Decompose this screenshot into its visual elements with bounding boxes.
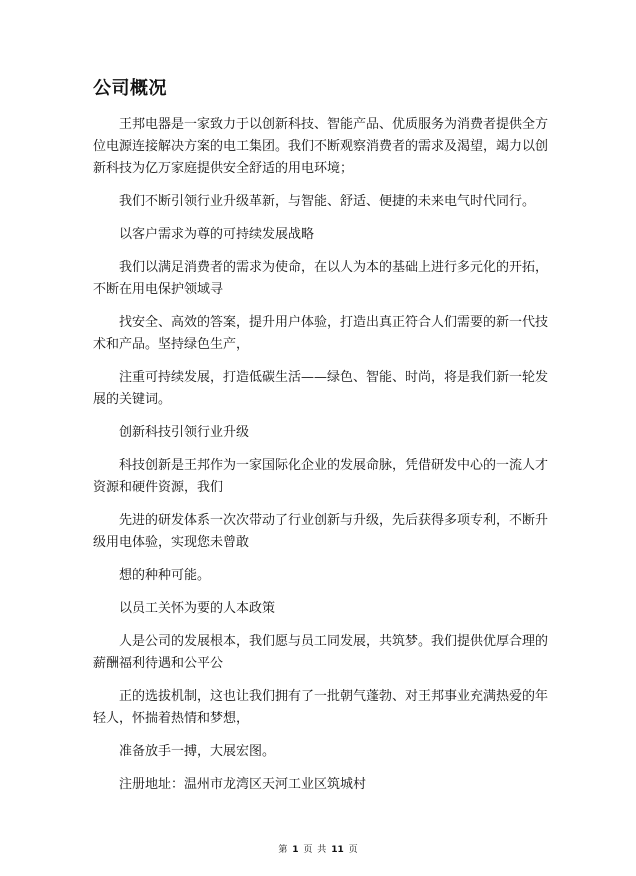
footer-total-pages: 11 [331, 845, 344, 855]
paragraph-tech-3: 想的种种可能。 [119, 568, 211, 583]
paragraph-sustainability: 注重可持续发展，打造低碳生活——绿色、智能、时尚，将是我们新一轮发展的关键词。 [93, 370, 549, 407]
footer-total-prefix: 共 [317, 845, 327, 855]
paragraph-innovation: 我们不断引领行业升级革新，与智能、舒适、便捷的未来电气时代同行。 [119, 194, 536, 209]
section-heading-staff: 以员工关怀为要的人本政策 [119, 601, 276, 616]
footer-page-number: 1 [292, 845, 299, 855]
paragraph-safety: 找安全、高效的答案，提升用户体验，打造出真正符合人们需要的新一代技术和产品。坚持绿色生产， [93, 315, 549, 352]
page-title: 公司概况 [93, 78, 167, 99]
footer-page-unit: 页 [303, 845, 313, 855]
paragraph-staff-3: 准备放手一搏，大展宏图。 [119, 744, 276, 759]
footer-total-unit: 页 [348, 845, 358, 855]
paragraph-tech-2: 先进的研发体系一次次带动了行业创新与升级，先后获得多项专利，不断升级用电体验，实现您未曾敢 [93, 513, 549, 550]
section-heading-tech: 创新科技引领行业升级 [119, 425, 250, 440]
paragraph-tech-1: 科技创新是王邦作为一家国际化企业的发展命脉，凭借研发中心的一流人才资源和硬件资源，我们 [93, 458, 549, 495]
footer-prefix: 第 [278, 845, 288, 855]
document-body [93, 114, 548, 807]
registered-address: 注册地址：温州市龙湾区天河工业区筑城村 [119, 777, 367, 792]
paragraph-staff-2: 正的选拔机制，这也让我们拥有了一批朝气蓬勃、对王邦事业充满热爱的年轻人，怀揣着热情和梦想， [93, 689, 549, 726]
section-heading-customer: 以客户需求为尊的可持续发展战略 [119, 227, 315, 242]
paragraph-mission: 我们以满足消费者的需求为使命，在以人为本的基础上进行多元化的开拓，不断在用电保护领域寻 [93, 260, 549, 297]
paragraph-staff-1: 人是公司的发展根本，我们愿与员工同发展，共筑梦。我们提供优厚合理的薪酬福利待遇和公平公 [93, 634, 549, 671]
paragraph-intro: 王邦电器是一家致力于以创新科技、智能产品、优质服务为消费者提供全方位电源连接解决方案的电工集团。我们不断观察消费者的需求及渴望，竭力以创新科技为亿万家庭提供安全舒适的用电环境； [93, 117, 549, 176]
page-footer [0, 842, 636, 855]
